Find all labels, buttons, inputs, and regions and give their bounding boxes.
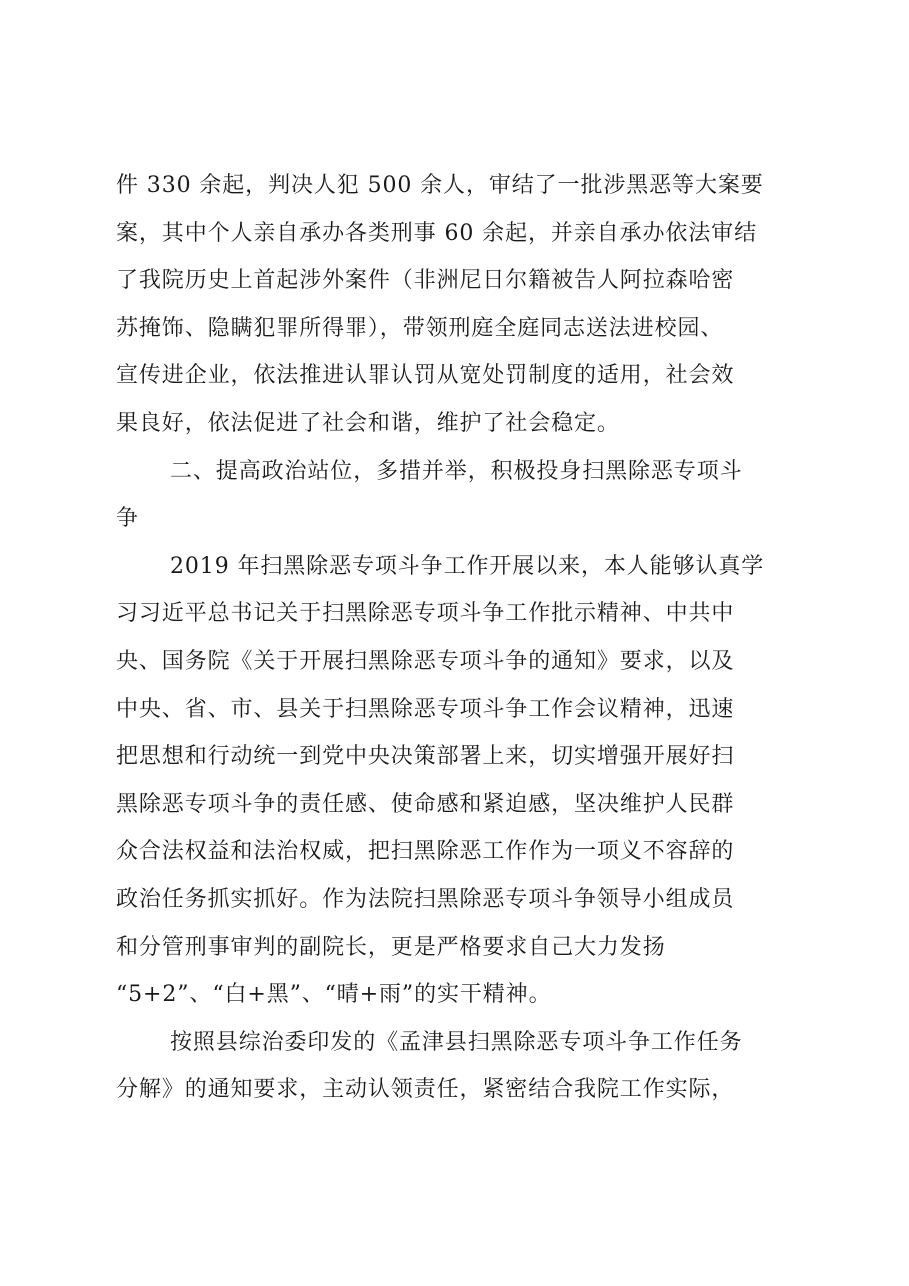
text-line: 众合法权益和法治权威，把扫黑除恶工作作为一项义不容辞的 bbox=[116, 839, 735, 865]
text-line: 宣传进企业，依法推进认罪认罚从宽处罚制度的适用，社会效 bbox=[116, 363, 735, 389]
text-line: 苏掩饰、隐瞒犯罪所得罪），带领刑庭全庭同志送法进校园、 bbox=[116, 315, 724, 341]
heading-line: 争 bbox=[116, 506, 139, 532]
text-line: “5+2”、“白+黑”、“晴+雨”的实干精神。 bbox=[116, 982, 552, 1008]
text-line: 果良好，依法促进了社会和谐，维护了社会稳定。 bbox=[116, 410, 620, 436]
text-line: 政治任务抓实抓好。作为法院扫黑除恶专项斗争领导小组成员 bbox=[116, 886, 735, 912]
heading-line: 二、提高政治站位，多措并举，积极投身扫黑除恶专项斗 bbox=[170, 458, 743, 484]
paragraph-2 bbox=[116, 543, 806, 1019]
text-line: 2019 年扫黑除恶专项斗争工作开展以来，本人能够认真学 bbox=[170, 553, 765, 579]
text-line: 按照县综治委印发的《孟津县扫黑除恶专项斗争工作任务 bbox=[170, 1029, 743, 1055]
document-body bbox=[116, 162, 806, 1114]
text-line: 习习近平总书记关于扫黑除恶专项斗争工作批示精神、中共中 bbox=[116, 601, 735, 627]
text-line: 和分管刑事审判的副院长，更是严格要求自己大力发扬 bbox=[116, 934, 666, 960]
text-line: 案，其中个人亲自承办各类刑事 60 余起，并亲自承办依法审结 bbox=[116, 220, 757, 246]
paragraph-1 bbox=[116, 162, 806, 448]
section-heading-2 bbox=[116, 448, 806, 543]
text-line: 把思想和行动统一到党中央决策部署上来，切实增强开展好扫 bbox=[116, 744, 735, 770]
text-line: 分解》的通知要求，主动认领责任，紧密结合我院工作实际， bbox=[116, 1077, 735, 1103]
text-line: 中央、省、市、县关于扫黑除恶专项斗争工作会议精神，迅速 bbox=[116, 696, 735, 722]
text-line: 件 330 余起，判决人犯 500 余人，审结了一批涉黑恶等大案要 bbox=[116, 173, 764, 198]
text-line: 央、国务院《关于开展扫黑除恶专项斗争的通知》要求，以及 bbox=[116, 648, 735, 674]
text-line: 了我院历史上首起涉外案件（非洲尼日尔籍被告人阿拉森哈密 bbox=[116, 268, 735, 294]
paragraph-3 bbox=[116, 1019, 806, 1114]
text-line: 黑除恶专项斗争的责任感、使命感和紧迫感，坚决维护人民群 bbox=[116, 791, 735, 817]
